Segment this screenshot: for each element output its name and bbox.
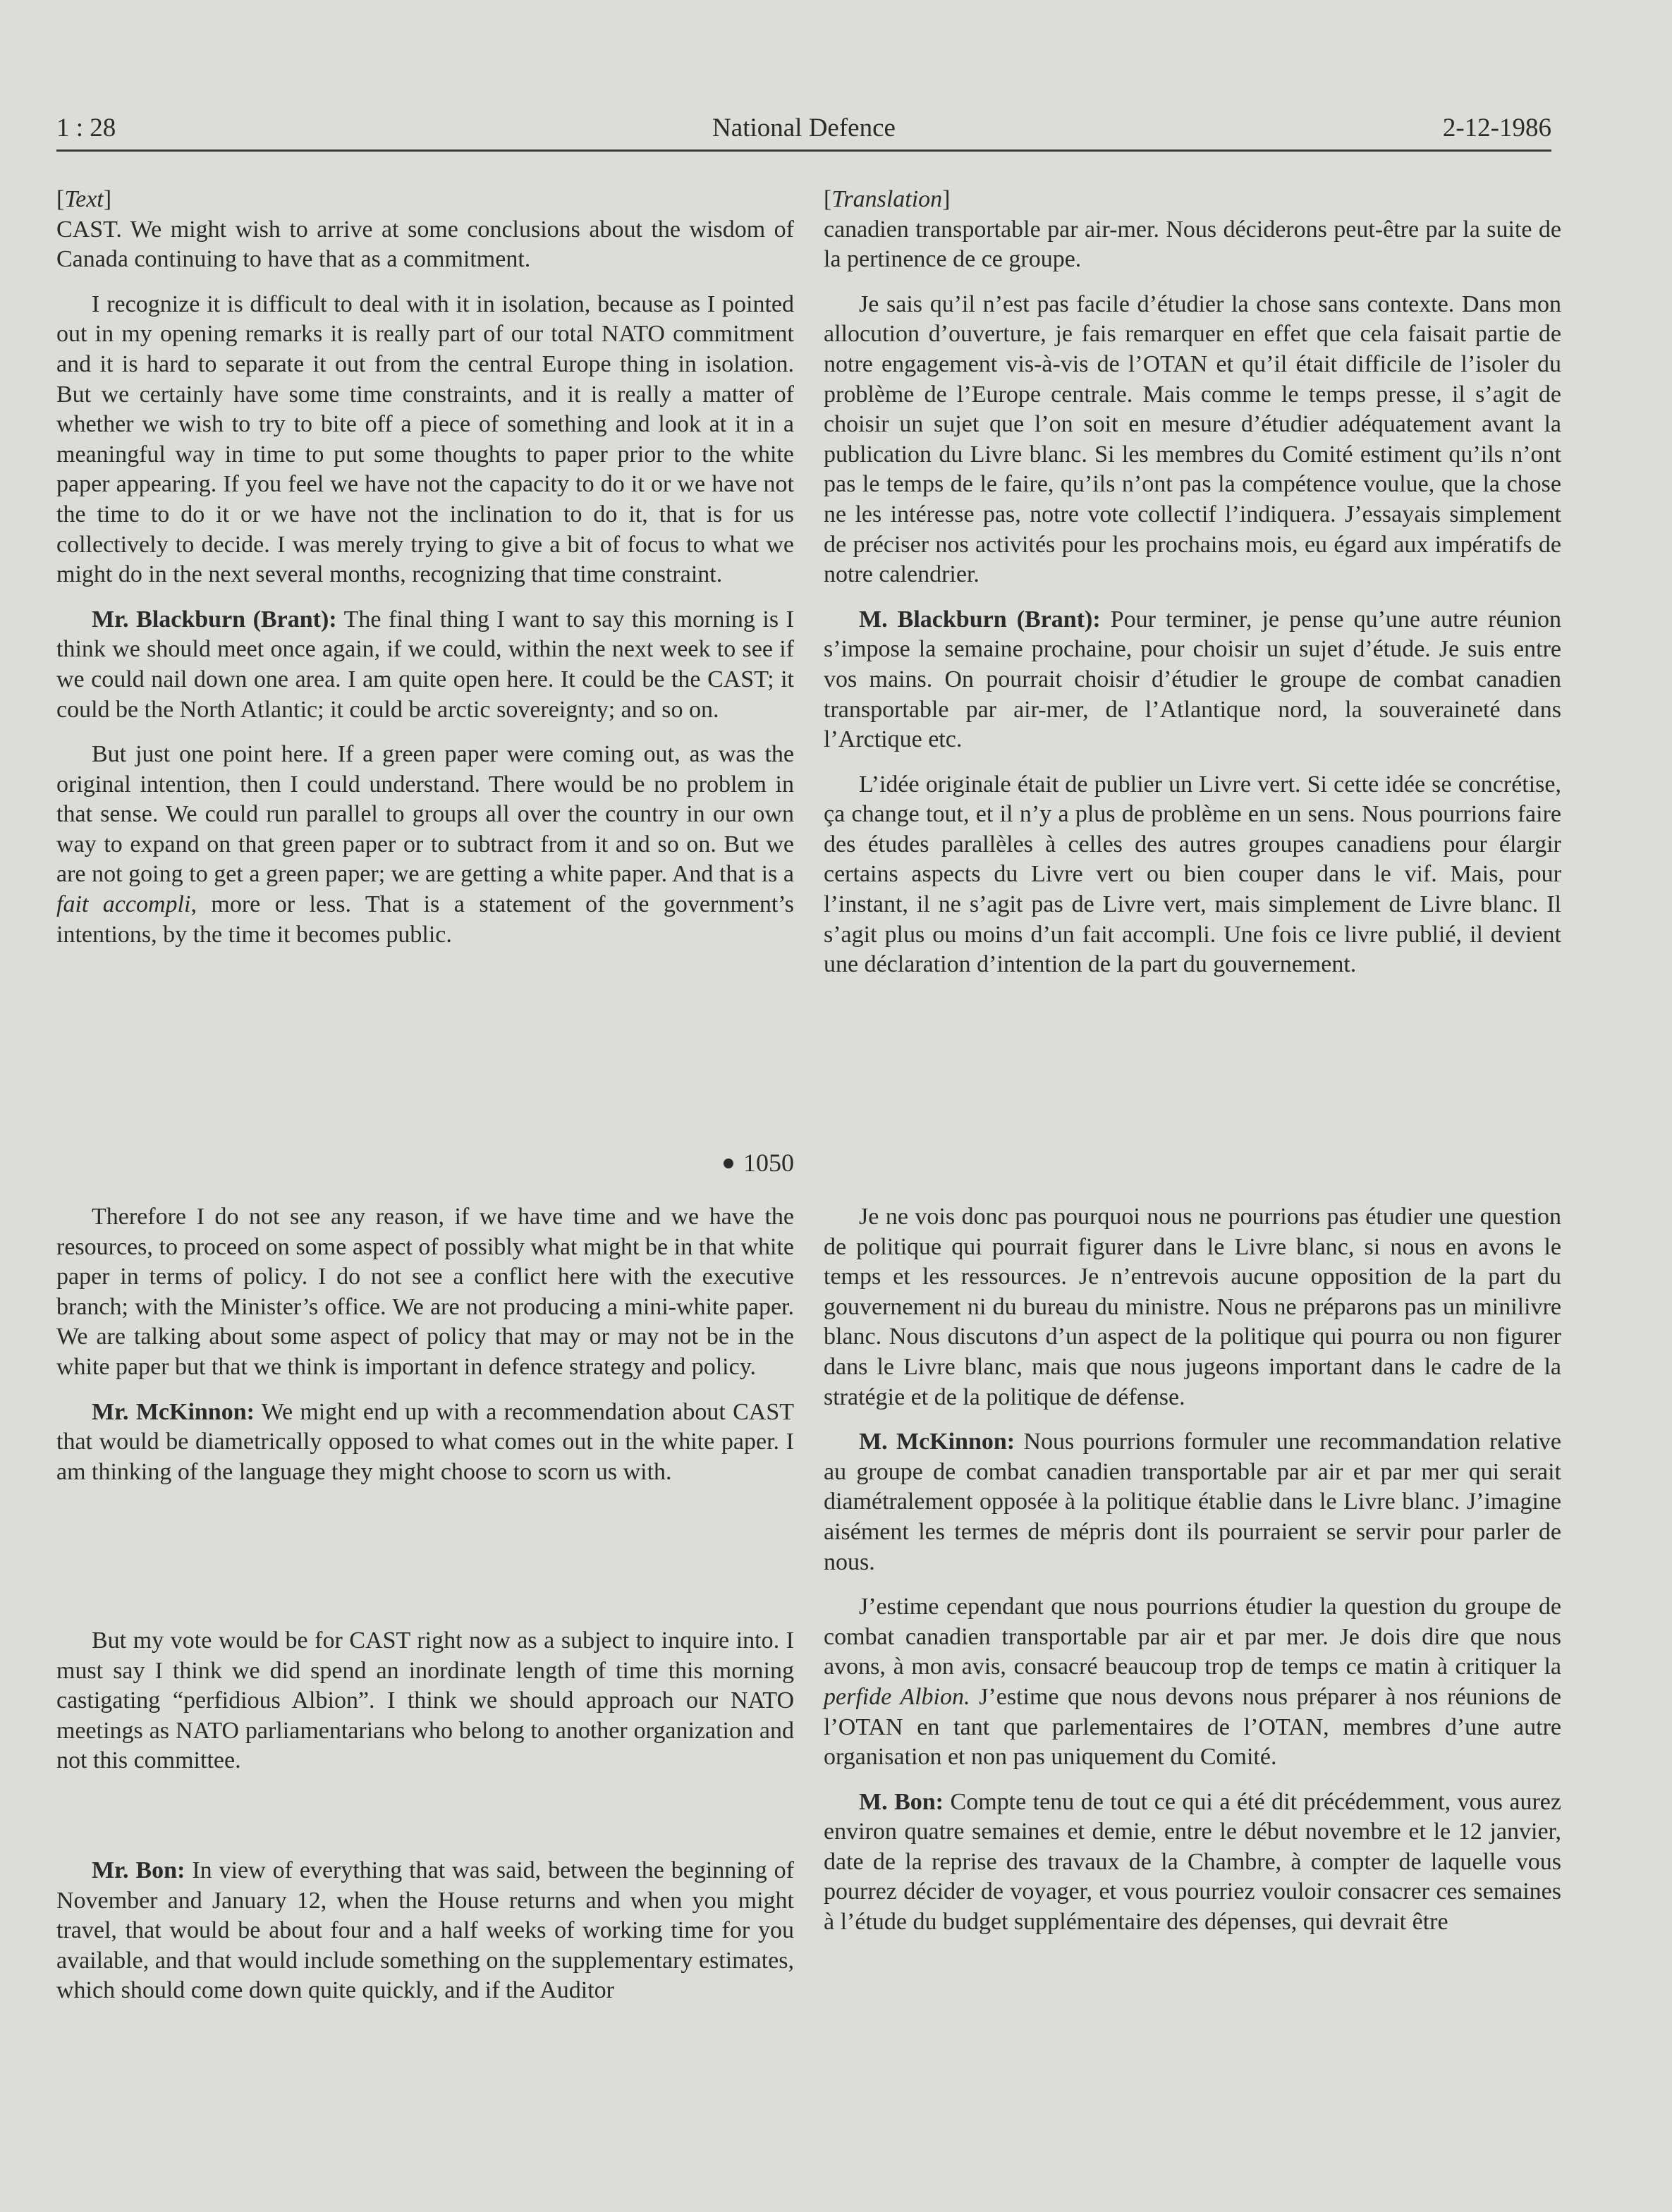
- paragraph: Mr. Blackburn (Brant): The final thing I want to say this morning is I think we should meet once again, if we could, within the next week to see if we could nail down one area. I am quite open here. It could be the CAST; it could be the North Atlantic; it could be arctic sovereignty; and so on.: [56, 606, 794, 723]
- paragraph: M. McKinnon: Nous pourrions formuler une recommandation relative au groupe de combat canadien transportable par air et par mer qui serait diamétralement opposée à la politique établie dans le Livre blanc. J’imagine aisément les termes de mépris dont ils pourraient se servir pour parler de nous.: [824, 1429, 1561, 1575]
- speaker-name: M. Blackburn (Brant):: [859, 606, 1101, 633]
- english-block-4: [56, 1856, 794, 2006]
- speaker-name: Mr. McKinnon:: [92, 1398, 255, 1425]
- paragraph: Je sais qu’il n’est pas facile d’étudier la chose sans contexte. Dans mon allocution d’ouverture, je fais remarquer en effet que cela faisait partie de notre engagement vis-à-vis de l’OTAN et qu’il était difficile de l’isoler du problème de l’Europe centrale. Mais comme le temps presse, il s’agit de choisir un sujet que l’on soit en mesure d’étudier adéquatement avant la publication du Livre blanc. Si les membres du Comité estiment qu’ils n’ont pas le temps de le faire, qu’ils n’ont pas la compétence voulue, que la chose ne les intéresse pas, notre vote collectif l’indiquera. J’essayais simplement de préciser nos activités pour les prochains mois, eu égard aux impératifs de notre calendrier.: [824, 291, 1561, 588]
- translation-tag: [Translation]: [824, 186, 951, 212]
- paragraph: Je ne vois donc pas pourquoi nous ne pourrions pas étudier une question de politique qui pourrait figurer dans le Livre blanc, si nous en avons le temps et les ressources. Je n’entrevois aucune opposition de la part du gouvernement ni du bureau du ministre. Nous ne préparons pas un minilivre blanc. Nous discutons d’un aspect de la politique qui pourra ou non figurer dans le Livre blanc, mais que nous jugeons important dans le cadre de la stratégie et de la politique de défense.: [824, 1204, 1561, 1410]
- text-tag: [Text]: [56, 186, 112, 212]
- paragraph: I recognize it is difficult to deal with it in isolation, because as I pointed out in my opening remarks it is really part of our total NATO commitment and it is hard to separate it out from the central Europe thing in isolation. But we certainly have some time constraints, and it is really a matter of whether we wish to try to bite off a piece of something and look at it in a meaningful way in time to put some thoughts to paper prior to the white paper appearing. If you feel we have not the capacity to do it or we have not the time to do it or we have not the inclination to do it, that is for us collectively to decide. I was merely trying to give a bit of focus to what we might do in the next several months, recognizing that time constraint.: [56, 291, 794, 588]
- paragraph: canadien transportable par air-mer. Nous déciderons peut-être par la suite de la pertinence de ce groupe.: [824, 216, 1561, 273]
- header-rule: [56, 149, 1551, 152]
- bullet-icon: [724, 1159, 733, 1168]
- speaker-name: M. McKinnon:: [859, 1429, 1015, 1455]
- english-block-2: [56, 1202, 794, 1487]
- paragraph: M. Bon: Compte tenu de tout ce qui a été dit précédemment, vous aurez environ quatre semaines et demie, entre le début novembre et le 12 janvier, date de la reprise des travaux de la Chambre, à compter de laquelle vous pourrez décider de voyager, et vous pourriez vouloir consacrer ces semaines à l’étude du budget supplémentaire des dépenses, qui devrait être: [824, 1788, 1561, 1936]
- speaker-name: Mr. Blackburn (Brant):: [92, 606, 337, 633]
- paragraph: CAST. We might wish to arrive at some conclusions about the wisdom of Canada continuing to have that as a commitment.: [56, 216, 794, 273]
- english-block-3: [56, 1626, 794, 1776]
- paragraph: Mr. McKinnon: We might end up with a recommendation about CAST that would be diametrically opposed to what comes out in the white paper. I am thinking of the language they might choose to scorn us with.: [56, 1398, 795, 1485]
- page-header: [56, 113, 1551, 155]
- speaker-name: Mr. Bon:: [92, 1857, 185, 1883]
- paragraph: But my vote would be for CAST right now as a subject to inquire into. I must say I think we did spend an inordinate length of time this morning castigating “perfidious Albion”. I think we should approach our NATO meetings as NATO parliamentarians who belong to another organization and not this committee.: [56, 1627, 794, 1774]
- timestamp: 1050: [724, 1148, 794, 1178]
- paragraph: But just one point here. If a green paper were coming out, as was the original intention, then I could understand. There would be no problem in that sense. We could run parallel to groups all over the country in our own way to expand on that green paper or to subtract from it and so on. But we are not going to get a green paper; we are getting a white paper. And that is a fait accompli, more or less. That is a statement of the government’s intentions, by the time it becomes public.: [56, 741, 794, 948]
- french-block-1: [824, 185, 1561, 980]
- speaker-name: M. Bon:: [859, 1788, 944, 1815]
- header-title: National Defence: [712, 114, 896, 142]
- paragraph: M. Blackburn (Brant): Pour terminer, je pense qu’une autre réunion s’impose la semaine prochaine, pour choisir un sujet d’étude. Je suis entre vos mains. On pourrait choisir d’étudier le groupe de combat canadien transportable par air-mer, de l’Atlantique nord, la souveraineté dans l’Arctique etc.: [824, 606, 1562, 753]
- english-block-1: [56, 185, 794, 950]
- header-page-number: 1 : 28: [56, 114, 116, 142]
- paragraph: Mr. Bon: In view of everything that was said, between the beginning of November and January 12, when the House returns and when you might travel, that would be about four and a half weeks of working time for you available, and that would include something on the supplementary estimates, which should come down quite quickly, and if the Auditor: [56, 1857, 794, 2004]
- paragraph: Therefore I do not see any reason, if we have time and we have the resources, to proceed on some aspect of possibly what might be in that white paper in terms of policy. I do not see a conflict here with the executive branch; with the Minister’s office. We are not producing a mini-white paper. We are talking about some aspect of policy that may or may not be in the white paper but that we think is important in defence strategy and policy.: [56, 1204, 794, 1380]
- french-block-2: [824, 1202, 1561, 1938]
- header-date: 2-12-1986: [1442, 114, 1551, 142]
- paragraph: L’idée originale était de publier un Livre vert. Si cette idée se concrétise, ça change tout, et il n’y a plus de problème en un sens. Nous pourrions faire des études parallèles à celles des autres groupes canadiens pour élargir certains aspects du Livre vert ou bien couper dans le vif. Mais, pour l’instant, il ne s’agit pas de Livre vert, mais simplement de Livre blanc. Il s’agit plus ou moins d’un fait accompli. Une fois ce livre publié, il devient une déclaration d’intention de la part du gouvernement.: [824, 771, 1561, 978]
- paragraph: J’estime cependant que nous pourrions étudier la question du groupe de combat canadien transportable par air et par mer. Je dois dire que nous avons, à mon avis, consacré beaucoup trop de temps ce matin à critiquer la perfide Albion. J’estime que nous devons nous préparer à nos réunions de l’OTAN en tant que parlementaires de l’OTAN, membres d’une autre organisation et non pas uniquement du Comité.: [824, 1594, 1561, 1771]
